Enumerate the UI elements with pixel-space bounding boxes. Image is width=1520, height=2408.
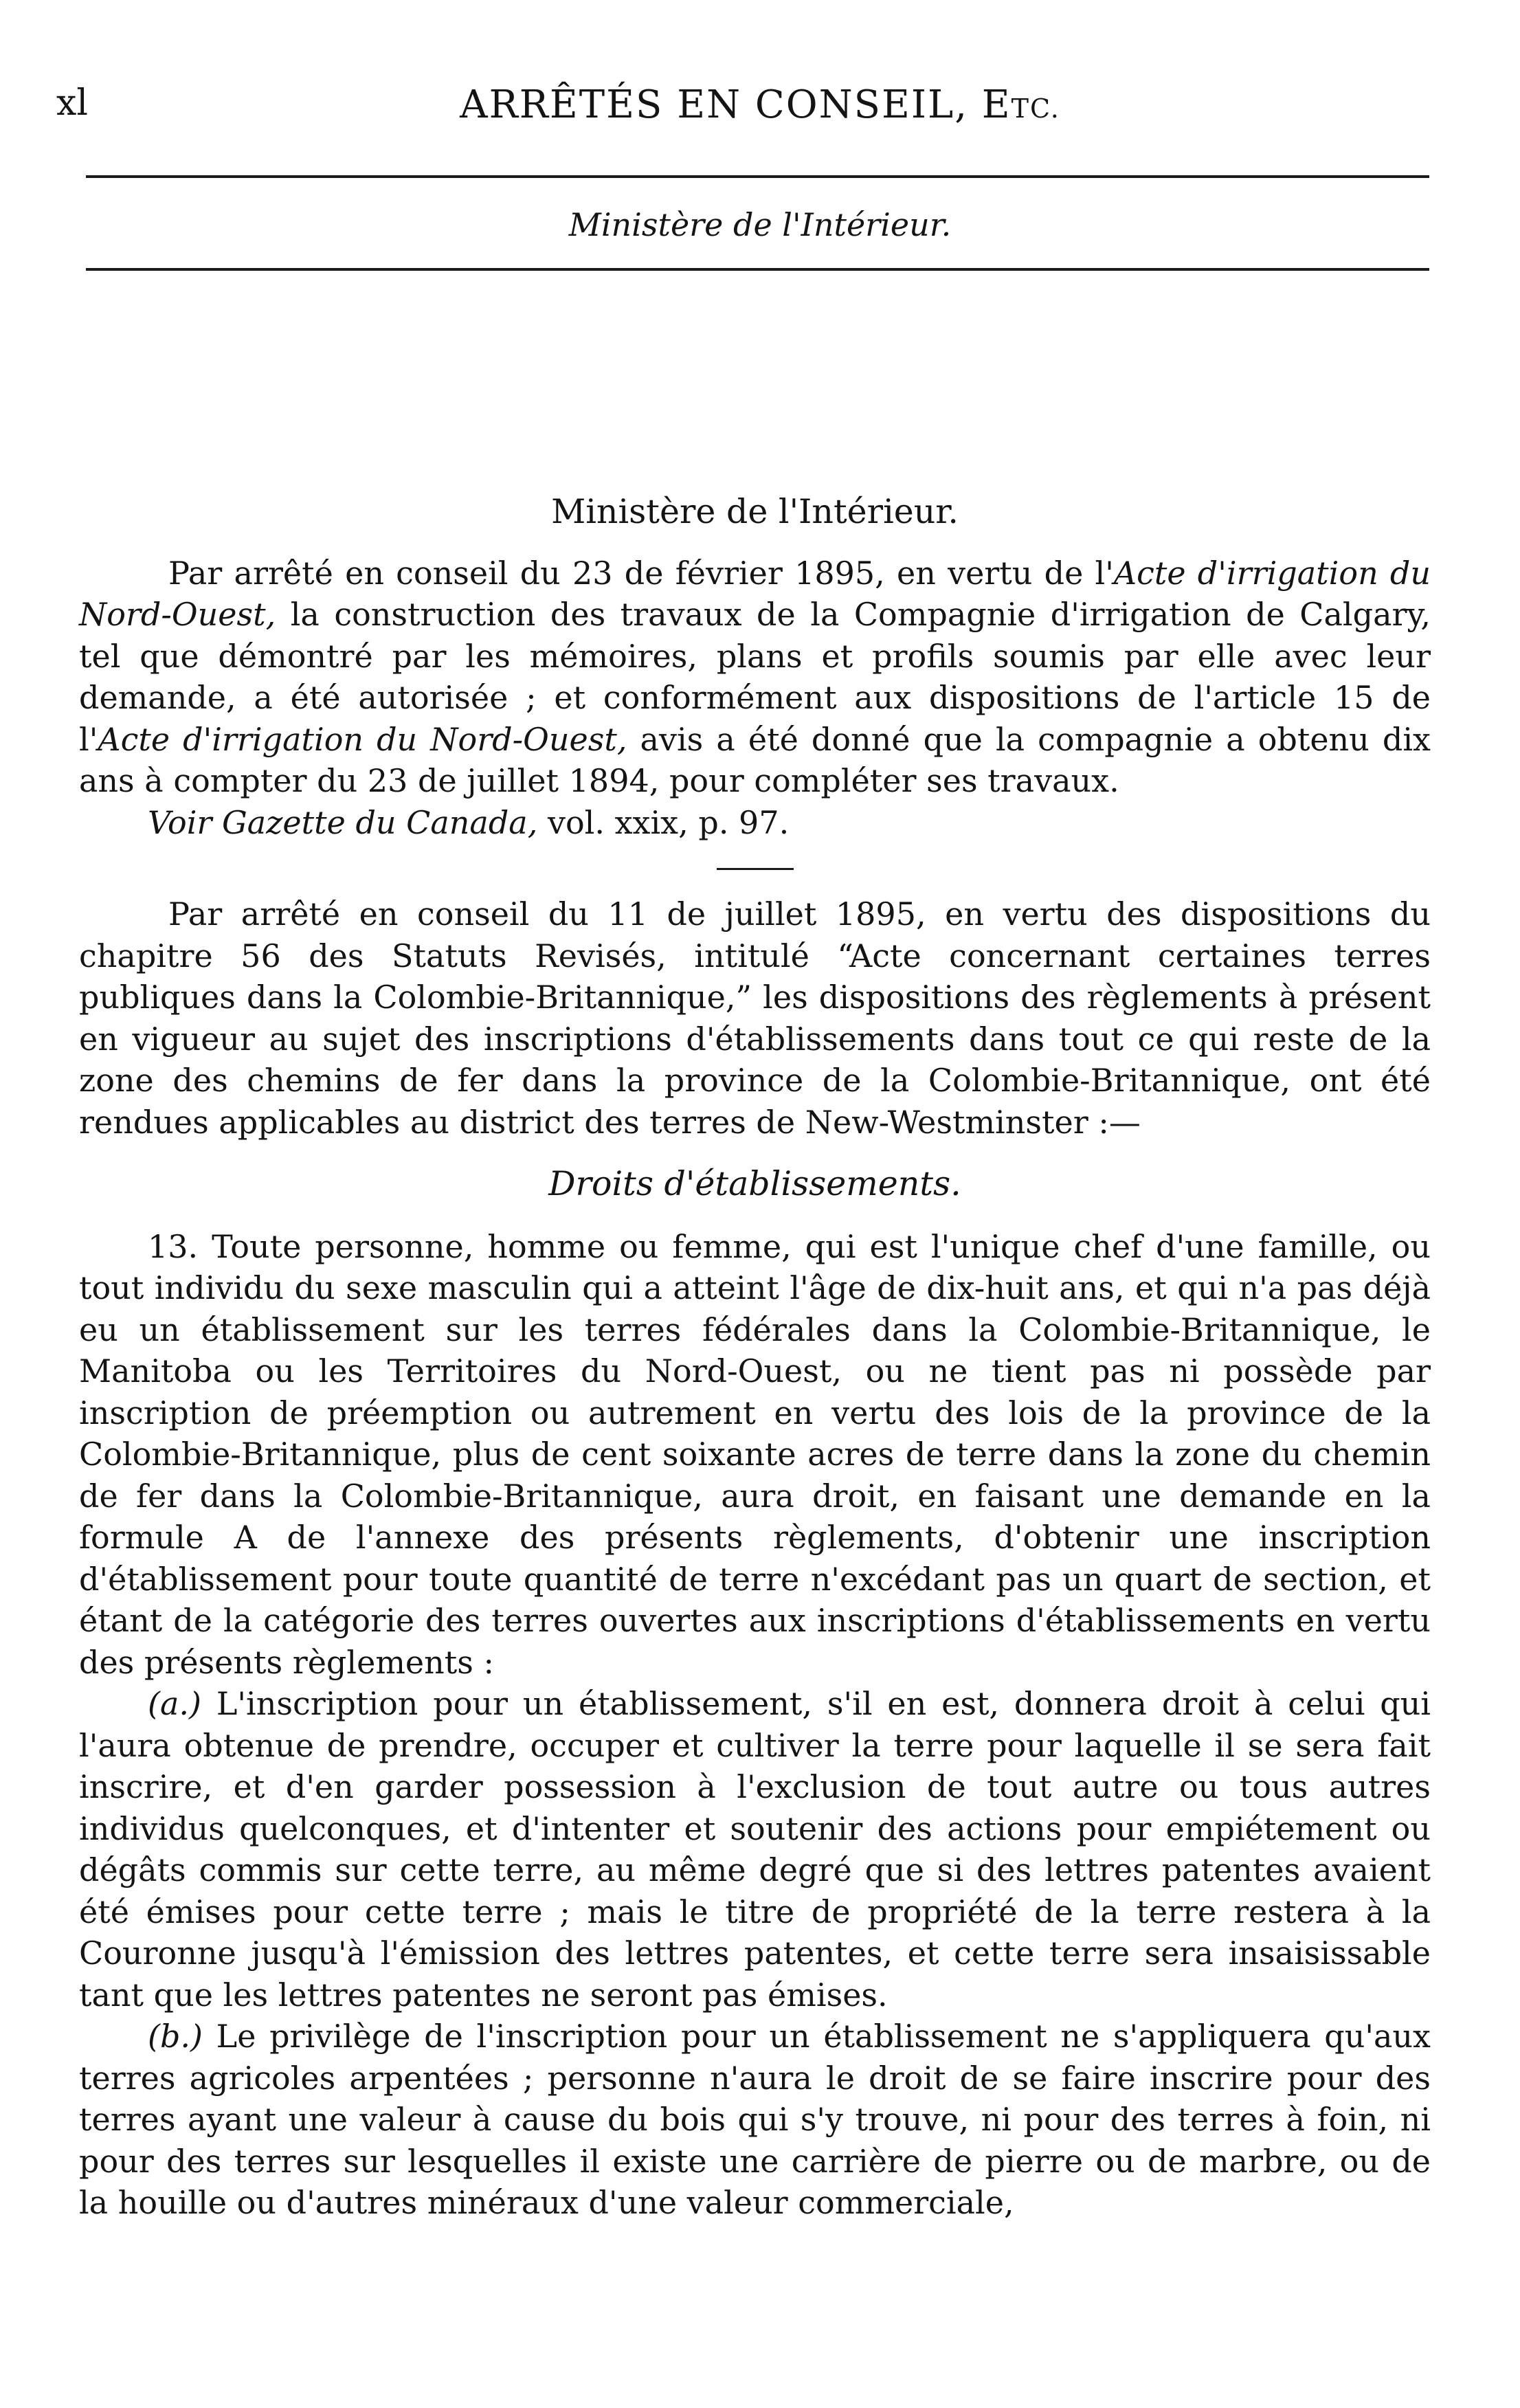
clause-b-paragraph: (b.) Le privilège de l'inscription pour un établissement ne s'appliquera qu'aux terres agricoles arpentées ; personne n'aura le droit de se faire inscrire pour des terres ayant une valeur à cause du bois qui s'y trouve, ni pour des terres à foin, ni pour des terres sur lesquelles il existe une carrière de pierre ou de marbre, ou de la houille ou d'autres minéraux d'une valeur commerciale, — [79, 2018, 1431, 2221]
department-subtitle: Ministère de l'Intérieur. — [568, 206, 952, 243]
header-rule-top — [86, 175, 1429, 178]
document-body — [79, 491, 1431, 2224]
running-title-main: ARRÊTÉS EN CONSEIL, E — [460, 82, 1012, 127]
page-number: xl — [56, 82, 88, 124]
clause-a-label: (a.) — [148, 1685, 201, 1722]
section-13-paragraph: 13. Toute personne, homme ou femme, qui est l'unique chef d'une famille, ou tout individu du sexe masculin qui a atteint l'âge de dix-huit ans, et qui n'a pas déjà eu un établissement sur les terres fédérales dans la Colombie-Britannique, le Manitoba ou les Territoires du Nord-Ouest, ou ne tient pas ni possède par inscription de préemption ou autrement en vertu des lois de la province de la Colombie-Britannique, plus de cent soixante acres de terre dans la zone du chemin de fer dans la Colombie-Britannique, aura droit, en faisant une demande en la formule A de l'annexe des présents règlements, d'obtenir une inscription d'établissement pour toute quantité de terre n'excédant pas un quart de section, et étant de la catégorie des terres ouvertes aux inscriptions d'établissements en vertu des présents règlements : — [79, 1227, 1431, 1681]
clause-b-label: (b.) — [148, 2018, 203, 2055]
section-title: Ministère de l'Intérieur. — [551, 492, 959, 531]
separator-rule — [717, 868, 794, 870]
page-header — [0, 82, 1520, 137]
order-paragraph-2: Par arrêté en conseil du 11 de juillet 1895, en vertu des dispositions du chapitre 56 des Statuts Revisés, intitulé “Acte concernant certaines terres publiques dans la Colombie-Britannique,” les dispositions des règlements à présent en vigueur au sujet des inscriptions d'établissements dans tout ce qui reste de la zone des chemins de fer dans la province de la Colombie-Britannique, ont été rendues applicables au district des terres de New-Westminster :— — [79, 895, 1431, 1141]
subheading: Droits d'établissements. — [548, 1164, 961, 1203]
clause-a-paragraph: (a.) L'inscription pour un établissement, s'il en est, donnera droit à celui qui l'aura obtenue de prendre, occuper et cultiver la terre pour laquelle il se sera fait inscrire, et d'en garder possession à l'exclusion de tout autre ou tous autres individus quelconques, et d'intenter et soutenir des actions pour empiétement ou dégâts commis sur cette terre, au même degré que si des lettres patentes avaient été émises pour cette terre ; mais le titre de propriété de la terre restera à la Couronne jusqu'à l'émission des lettres patentes, et cette terre sera insaisissable tant que les lettres patentes ne seront pas émises. — [79, 1685, 1431, 2014]
act-title-italic: Acte d'irrigation du Nord-Ouest, — [79, 554, 1431, 633]
order-paragraph-1: Par arrêté en conseil du 23 de février 1895, en vertu de l'Acte d'irrigation du Nord-Ouest, la construction des travaux de la Compagnie d'irrigation de Calgary, tel que démontré par les mémoires, plans et profils soumis par elle avec leur demande, a été autorisée ; et conformément aux dispositions de l'article 15 de l'Acte d'irrigation du Nord-Ouest, avis a été donné que la compagnie a obtenu dix ans à compter du 23 de juillet 1894, pour compléter ses travaux. — [79, 554, 1431, 799]
gazette-reference: Voir Gazette du Canada, vol. xxix, p. 97. — [148, 803, 790, 841]
act-title-italic: Acte d'irrigation du Nord-Ouest, — [98, 720, 627, 758]
header-rule-bottom — [86, 268, 1429, 271]
running-title-small-caps: TC. — [1011, 93, 1060, 124]
running-title — [0, 82, 1520, 127]
